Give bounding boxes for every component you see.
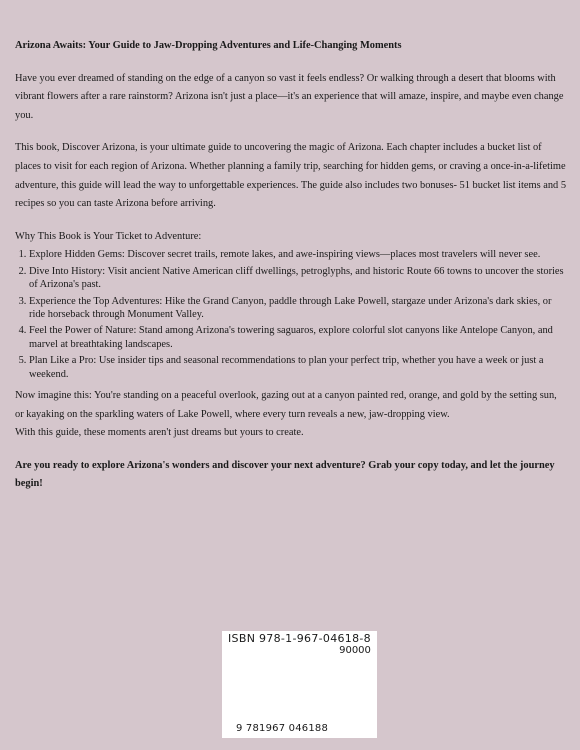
price-code: 90000	[339, 645, 371, 656]
isbn-barcode	[222, 631, 377, 738]
why-heading: Why This Book is Your Ticket to Adventure:	[15, 230, 202, 242]
price-barcode-bars	[338, 659, 372, 719]
ean-barcode-bars	[228, 646, 336, 724]
intro-paragraph: Have you ever dreamed of standing on the edge of a canyon so vast it feels endless? Or walking through a desert that blooms with vibrant flowers after a rare rainstorm? Arizona isn't just a place—it's an experience that will amaze, inspire, and maybe even change you.	[15, 72, 564, 121]
list-item: 3. Experience the Top Adventures: Hike the Grand Canyon, paddle through Lake Powell, stargaze under Arizona's dark skies, or ride horseback through Monument Valley.	[29, 295, 567, 322]
book-title: Arizona Awaits: Your Guide to Jaw-Dropping Adventures and Life-Changing Moments	[15, 40, 402, 51]
guide-line: With this guide, these moments aren't just dreams but yours to create.	[15, 427, 304, 439]
list-item: 4. Feel the Power of Nature: Stand among Arizona's towering saguaros, explore colorful slot canyons like Antelope Canyon, and marvel at breathtaking landscapes.	[29, 324, 567, 351]
back-cover-text	[15, 37, 567, 494]
description-paragraph: This book, Discover Arizona, is your ultimate guide to uncovering the magic of Arizona. Each chapter includes a bucket list of places to visit for each region of Arizona. Whether planning a family trip, searching for hidden gems, or craving a once-in-a-lifetime adventure, this guide will lead the way to unforgettable experiences. The guide also includes two bonuses- 51 bucket list items and 5 recipes so you can taste Arizona before arriving.	[15, 142, 567, 210]
list-item: 1. Explore Hidden Gems: Discover secret trails, remote lakes, and awe-inspiring views—places most travelers will never see.	[29, 248, 567, 261]
isbn-text: ISBN 978-1-967-04618-8	[228, 632, 371, 645]
call-to-action: Are you ready to explore Arizona's wonders and discover your next adventure? Grab your copy today, and let the journey begin!	[15, 459, 555, 490]
ean-digits: 9 781967 046188	[235, 723, 329, 734]
imagine-paragraph: Now imagine this: You're standing on a peaceful overlook, gazing out at a canyon painted red, orange, and gold by the setting sun, or kayaking on the sparkling waters of Lake Powell, where every turn reveals a new, jaw-dropping view.	[15, 390, 557, 420]
benefit-list	[15, 248, 567, 381]
list-item: 2. Dive Into History: Visit ancient Native American cliff dwellings, petroglyphs, and historic Route 66 towns to uncover the stories of Arizona's past.	[29, 265, 567, 292]
list-item: 5. Plan Like a Pro: Use insider tips and seasonal recommendations to plan your perfect trip, whether you have a week or just a weekend.	[29, 354, 567, 381]
